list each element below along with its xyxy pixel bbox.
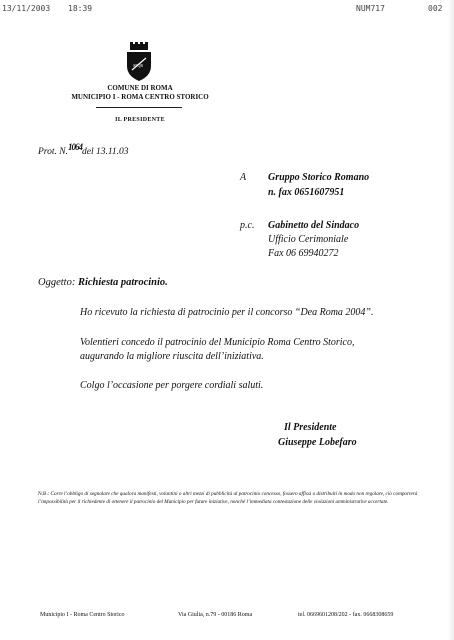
fax-number: NUM717 [356,4,385,13]
recipient-marker: A [240,172,247,183]
signature-title: Il Presidente [284,422,337,433]
body-paragraph-1: Ho ricevuto la richiesta di patrocinio per il concorso “Dea Roma 2004”. [80,307,374,318]
footnote [38,490,428,507]
fax-time: 18:39 [68,4,93,13]
recipient-fax: n. fax 0651607951 [268,187,345,198]
footnote-label: N.B.: [38,491,50,497]
protocol-prefix: Prot. N. [38,147,68,157]
footnote-text: Corre l’obbligo di segnalare che qualora manifesti, volantini o altri mezzi di pubblicità al patrocinio concesso, fossero affissi o distribuiti in modo non regolare, ciò comporterà l’impossibilità per il richiedente di ottenere il patrocinio del Municipio per future iniziative, nonché l’immediata contestazione delle violazioni amministrative accertate. [38,491,418,506]
letterhead-municipio: MUNICIPIO I - ROMA CENTRO STORICO [71,93,209,101]
recipient-name: Gruppo Storico Romano [268,172,370,183]
cc-fax: Fax 06 69940272 [268,248,339,259]
body-paragraph-2-line-1: Volentieri concedo il patrocinio del Municipio Roma Centro Storico, [80,337,355,348]
protocol-line [38,142,129,157]
letterhead [40,84,240,102]
subject-line [38,277,168,288]
fax-transmission-header [0,0,454,16]
body-paragraph-3: Colgo l’occasione per porgere cordiali saluti. [80,380,264,391]
footer-office: Municipio I - Roma Centro Storico [40,612,125,618]
protocol-number: 1064 [68,142,82,152]
letterhead-comune: COMUNE DI ROMA [107,84,173,92]
cc-name: Gabinetto del Sindaco [268,220,360,231]
letterhead-divider [96,107,182,108]
body-paragraph-2-line-2: augurando la migliore riuscita dell’iniziativa. [80,351,264,362]
letterhead-office: IL PRESIDENTE [115,117,165,123]
fax-date: 13/11/2003 [2,4,51,13]
cc-office: Ufficio Cerimoniale [268,234,349,245]
footer-contacts: tel. 0669601208/202 - fax. 0668308659 [298,612,394,618]
cc-marker: p.c. [240,220,255,231]
fax-page: 002 [428,4,443,13]
signature-name: Giuseppe Lobefaro [278,437,357,448]
footer-address: Via Giulia, n.79 - 00186 Roma [178,612,253,618]
rome-crest-icon [124,42,154,82]
svg-text:SPQR: SPQR [133,63,144,68]
subject-label: Oggetto: [38,277,76,288]
subject-text: Richiesta patrocinio. [77,277,168,288]
scan-edge-shadow [448,0,454,640]
protocol-date: del 13.11.03 [82,147,129,157]
